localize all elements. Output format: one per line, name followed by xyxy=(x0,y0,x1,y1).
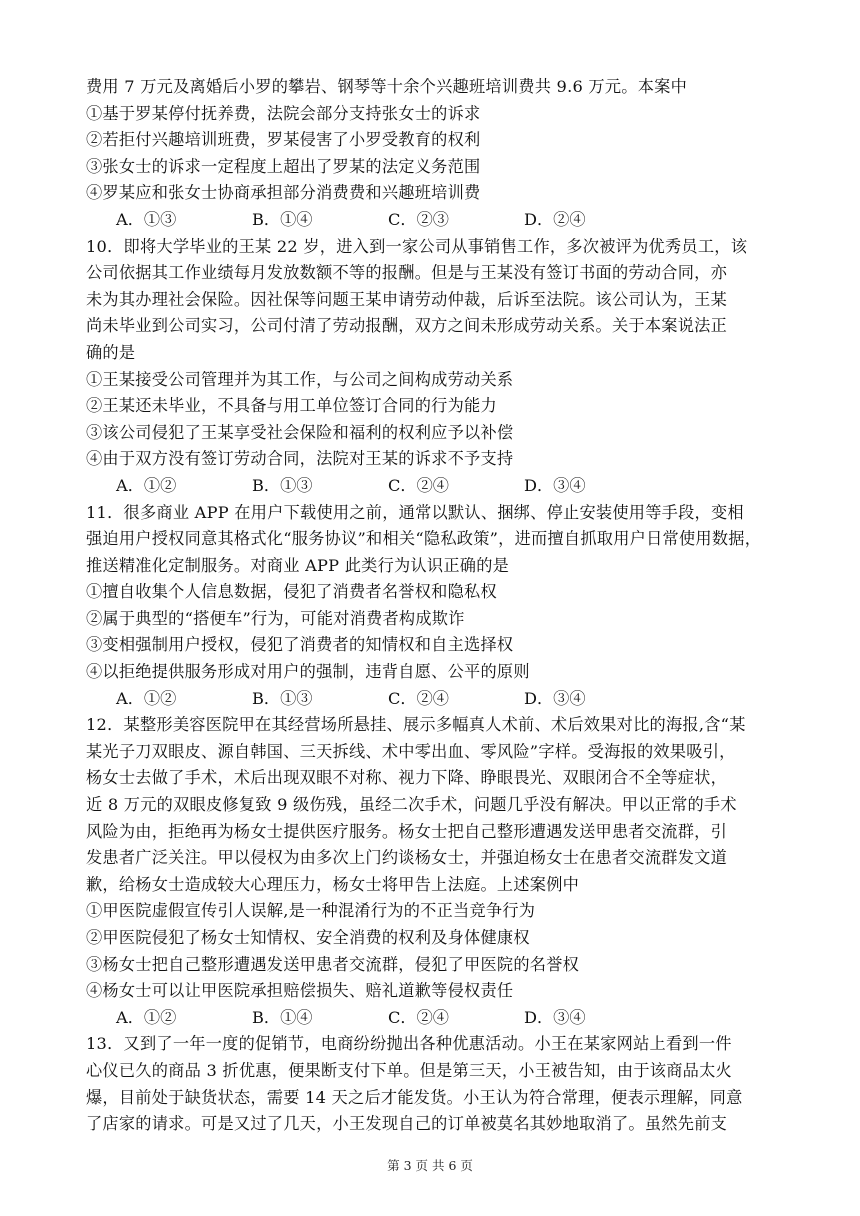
option-a: A．①③ xyxy=(116,209,177,229)
question-stem-line: 10．即将大学毕业的王某 22 岁，进入到一家公司从事销售工作，多次被评为优秀员工，该 xyxy=(86,236,748,256)
option-d: D．③④ xyxy=(524,475,586,495)
answer-options xyxy=(86,473,786,500)
choice-item: ④由于双方没有签订劳动合同，法院对王某的诉求不予支持 xyxy=(86,449,514,469)
option-b: B．①③ xyxy=(252,475,313,495)
option-c: C．②④ xyxy=(388,1007,449,1027)
option-b: B．①③ xyxy=(252,688,313,708)
question-stem-line: 尚未毕业到公司实习，公司付清了劳动报酬，双方之间未形成劳动关系。关于本案说法正 xyxy=(86,316,728,336)
answer-options xyxy=(86,207,786,234)
page-footer: 第 3 页 共 6 页 xyxy=(387,1158,473,1173)
choice-item: ②属于典型的“搭便车”行为，可能对消费者构成欺诈 xyxy=(86,608,465,628)
question-11 xyxy=(86,500,786,713)
option-c: C．②④ xyxy=(388,475,449,495)
question-13 xyxy=(86,1031,786,1137)
choice-item: ②王某还未毕业，不具备与用工单位签订合同的行为能力 xyxy=(86,396,497,416)
question-12 xyxy=(86,712,786,1031)
choice-item: ③杨女士把自己整形遭遇发送甲患者交流群，侵犯了甲医院的名誉权 xyxy=(86,954,580,974)
choice-item: ④罗某应和张女士协商承担部分消费费和兴趣班培训费 xyxy=(86,183,481,203)
option-c: C．②③ xyxy=(388,209,449,229)
question-stem-line: 费用 7 万元及离婚后小罗的攀岩、钢琴等十余个兴趣班培训费共 9.6 万元。本案中 xyxy=(86,77,688,96)
option-a: A．①② xyxy=(116,688,177,708)
question-stem-line: 爆，目前处于缺货状态，需要 14 天之后才能发货。小王认为符合常理，便表示理解，同意 xyxy=(86,1087,743,1107)
question-stem-line: 心仪已久的商品 3 折优惠，便果断支付下单。但是第三天，小王被告知，由于该商品太火 xyxy=(86,1060,732,1080)
choice-item: ①甲医院虚假宣传引人误解,是一种混淆行为的不正当竞争行为 xyxy=(86,901,536,921)
answer-options xyxy=(86,1005,786,1032)
question-stem-line: 确的是 xyxy=(86,342,136,362)
question-9-tail xyxy=(86,74,786,234)
question-10 xyxy=(86,234,786,500)
option-d: D．②④ xyxy=(524,209,586,229)
choice-item: ③张女士的诉求一定程度上超出了罗某的法定义务范围 xyxy=(86,156,481,176)
question-stem-line: 13．又到了一年一度的促销节，电商纷纷抛出各种优惠活动。小王在某家网站上看到一件 xyxy=(86,1034,732,1054)
option-a: A．①② xyxy=(116,1007,177,1027)
choice-item: ②甲医院侵犯了杨女士知情权、安全消费的权利及身体健康权 xyxy=(86,928,530,947)
question-stem-line: 发患者广泛关注。甲以侵权为由多次上门约谈杨女士，并强迫杨女士在患者交流群发文道 xyxy=(86,848,728,868)
option-c: C．②④ xyxy=(388,688,449,708)
answer-options xyxy=(86,686,786,713)
option-d: D．③④ xyxy=(524,1007,586,1027)
option-a: A．①② xyxy=(116,475,177,495)
choice-item: ③该公司侵犯了王某享受社会保险和福利的权利应予以补偿 xyxy=(86,422,514,442)
option-d: D．③④ xyxy=(524,688,586,708)
question-stem-line: 近 8 万元的双眼皮修复致 9 级伤残，虽经二次手术，问题几乎没有解决。甲以正常的手术 xyxy=(86,795,737,815)
option-b: B．①④ xyxy=(252,209,313,229)
question-stem-line: 未为其办理社会保险。因社保等问题王某申请劳动仲裁，后诉至法院。该公司认为，王某 xyxy=(86,289,728,309)
question-stem-line: 12．某整形美容医院甲在其经营场所悬挂、展示多幅真人术前、术后效果对比的海报,含“某 xyxy=(86,715,746,735)
choice-item: ④以拒绝提供服务形成对用户的强制，违背自愿、公平的原则 xyxy=(86,662,530,682)
choice-item: ①王某接受公司管理并为其工作，与公司之间构成劳动关系 xyxy=(86,369,514,389)
question-stem-line: 强迫用户授权同意其格式化“服务协议”和相关“隐私政策”，进而擅自抓取用户日常使用数据， xyxy=(86,529,762,549)
question-stem-line: 了店家的请求。可是又过了几天，小王发现自己的订单被莫名其妙地取消了。虽然先前支 xyxy=(86,1114,728,1134)
question-stem-line: 公司依据其工作业绩每月发放数额不等的报酬。但是与王某没有签订书面的劳动合同，亦 xyxy=(86,263,728,283)
choice-item: ④杨女士可以让甲医院承担赔偿损失、赔礼道歉等侵权责任 xyxy=(86,981,514,1001)
exam-page xyxy=(86,74,786,1138)
question-stem-line: 风险为由，拒绝再为杨女士提供医疗服务。杨女士把自己整形遭遇发送甲患者交流群，引 xyxy=(86,821,728,841)
choice-item: ①基于罗某停付抚养费，法院会部分支持张女士的诉求 xyxy=(86,103,481,123)
question-stem-line: 杨女士去做了手术，术后出现双眼不对称、视力下降、睁眼畏光、双眼闭合不全等症状， xyxy=(86,768,728,788)
choice-item: ②若拒付兴趣培训班费，罗某侵害了小罗受教育的权利 xyxy=(86,130,481,150)
option-b: B．①④ xyxy=(252,1007,313,1027)
question-stem-line: 推送精准化定制服务。对商业 APP 此类行为认识正确的是 xyxy=(86,555,510,575)
choice-item: ①擅自收集个人信息数据，侵犯了消费者名誉权和隐私权 xyxy=(86,582,497,602)
question-stem-line: 某光子刀双眼皮、源自韩国、三天拆线、术中零出血、零风险”字样。受海报的效果吸引， xyxy=(86,741,736,761)
question-stem-line: 歉，给杨女士造成较大心理压力，杨女士将甲告上法庭。上述案例中 xyxy=(86,874,580,894)
choice-item: ③变相强制用户授权，侵犯了消费者的知情权和自主选择权 xyxy=(86,635,514,655)
question-stem-line: 11．很多商业 APP 在用户下载使用之前，通常以默认、捆绑、停止安装使用等手段，变相 xyxy=(86,502,744,522)
